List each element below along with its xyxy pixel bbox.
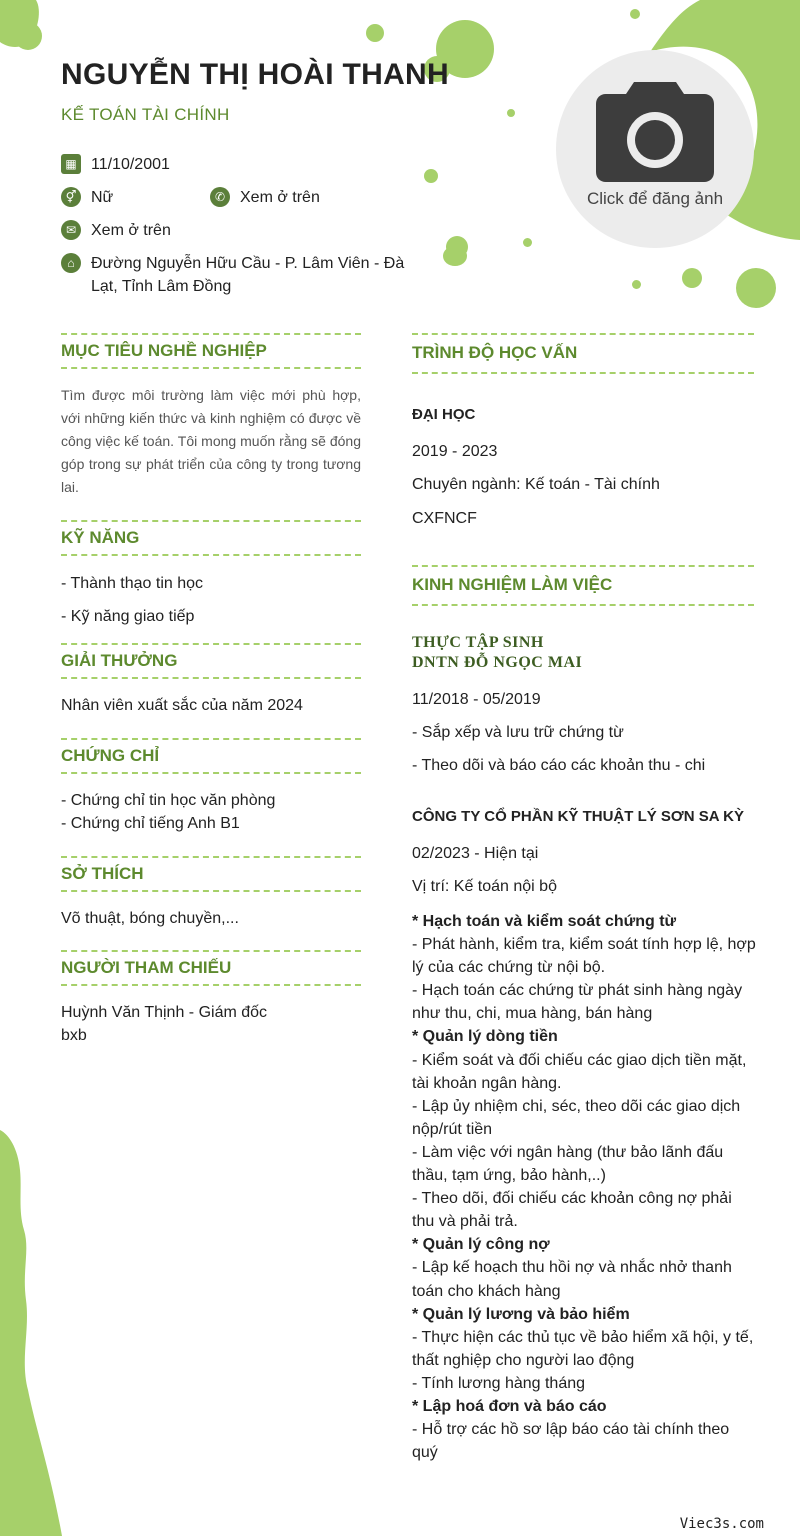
job2-dates: 02/2023 - Hiện tại [412, 845, 539, 862]
deco-dot [632, 280, 641, 289]
email: Xem ở trên [91, 222, 171, 239]
bottom-left-blob [0, 1130, 80, 1536]
phone-row [210, 186, 320, 209]
gender-row [61, 186, 113, 209]
hobbies-heading: SỞ THÍCH [61, 856, 361, 892]
job1-duty: - Sắp xếp và lưu trữ chứng từ [412, 724, 624, 741]
skills-heading: KỸ NĂNG [61, 520, 361, 556]
deco-dot [14, 22, 42, 50]
job1-role: THỰC TẬP SINH [412, 634, 544, 651]
deco-dot [523, 238, 532, 247]
photo-caption: Click để đăng ảnh [586, 189, 724, 208]
calendar-icon: ▦ [61, 154, 81, 174]
detail-item: - Tính lương hàng tháng [412, 1374, 586, 1392]
deco-dot [507, 109, 515, 117]
detail-item: - Theo dõi, đối chiếu các khoản công nợ phải thu và phải trả. [412, 1190, 732, 1231]
reference-name: Huỳnh Văn Thịnh - Giám đốc [61, 1004, 268, 1021]
education-level: ĐẠI HỌC [412, 406, 476, 423]
job2-position: Vị trí: Kế toán nội bộ [412, 878, 557, 895]
skill-item: - Kỹ năng giao tiếp [61, 608, 195, 625]
objective-heading: MỤC TIÊU NGHỀ NGHIỆP [61, 333, 361, 369]
detail-item: - Phát hành, kiểm tra, kiểm soát tính hợp lệ, hợp lý của các chứng từ nội bộ. [412, 936, 756, 977]
detail-item: - Làm việc với ngân hàng (thư bảo lãnh đấu thầu, tạm ứng, bảo hành,..) [412, 1143, 724, 1185]
birthdate: 11/10/2001 [91, 156, 170, 173]
reference-detail: bxb [61, 1027, 87, 1044]
photo-upload[interactable] [556, 50, 754, 248]
address: Đường Nguyễn Hữu Cầu - P. Lâm Viên - Đà Lạt, Tỉnh Lâm Đồng [91, 255, 405, 295]
home-icon: ⌂ [61, 253, 81, 273]
certificate-item: - Chứng chỉ tiếng Anh B1 [61, 815, 240, 832]
camera-icon [596, 78, 714, 182]
certificate-item: - Chứng chỉ tin học văn phòng [61, 792, 276, 809]
deco-dot [424, 169, 438, 183]
deco-dot [736, 268, 776, 308]
detail-item: - Hạch toán các chứng từ phát sinh hàng ngày như thu, chi, mua hàng, bán hàng [412, 982, 743, 1023]
address-row [61, 252, 406, 298]
education-major: Chuyên ngành: Kế toán - Tài chính [412, 476, 660, 493]
candidate-name: NGUYỄN THỊ HOÀI THANH [61, 58, 449, 91]
email-row [61, 219, 171, 242]
objective-text: Tìm được môi trường làm việc mới phù hợp, với những kiến thức và kinh nghiệm có được về công việc kế toán. Tôi mong muốn rằng sẽ đóng góp trong sự phát triển của công ty trong tương lai. [61, 387, 361, 495]
experience-heading: KINH NGHIỆM LÀM VIỆC [412, 565, 754, 606]
job-title: KẾ TOÁN TÀI CHÍNH [61, 105, 230, 124]
job1-title [412, 633, 582, 673]
deco-dot [682, 268, 702, 288]
detail-subheading: * Hạch toán và kiểm soát chứng từ [412, 913, 677, 930]
skill-item: - Thành thạo tin học [61, 575, 204, 592]
job2-company: CÔNG TY CỔ PHẦN KỸ THUẬT LÝ SƠN SA KỲ [412, 808, 744, 825]
education-years: 2019 - 2023 [412, 443, 498, 460]
detail-subheading: * Lập hoá đơn và báo cáo [412, 1397, 607, 1415]
certificates-heading: CHỨNG CHỈ [61, 738, 361, 774]
detail-item: - Kiểm soát và đối chiếu các giao dịch tiền mặt, tài khoản ngân hàng. [412, 1051, 747, 1092]
award-text: Nhân viên xuất sắc của năm 2024 [61, 697, 303, 714]
phone: Xem ở trên [240, 189, 320, 206]
detail-item: - Thực hiện các thủ tục về bảo hiểm xã hội, y tế, thất nghiệp cho người lao động [412, 1328, 754, 1369]
deco-dot [366, 24, 384, 42]
detail-subheading: * Quản lý lương và bảo hiểm [412, 1305, 630, 1323]
phone-icon: ✆ [210, 187, 230, 207]
gender-icon: ⚥ [61, 187, 81, 207]
detail-subheading: * Quản lý công nợ [412, 1236, 550, 1254]
detail-item: - Hỗ trợ các hồ sơ lập báo cáo tài chính theo quý [412, 1421, 730, 1462]
education-school: CXFNCF [412, 510, 477, 527]
job1-dates: 11/2018 - 05/2019 [412, 691, 541, 708]
detail-item: - Lập kế hoạch thu hồi nợ và nhắc nhở thanh toán cho khách hàng [412, 1259, 732, 1300]
gender: Nữ [91, 189, 114, 206]
references-heading: NGƯỜI THAM CHIẾU [61, 950, 361, 986]
job2-details [412, 910, 757, 1464]
detail-subheading: * Quản lý dòng tiền [412, 1028, 558, 1046]
envelope-icon: ✉ [61, 220, 81, 240]
education-heading: TRÌNH ĐỘ HỌC VẤN [412, 333, 754, 374]
deco-dot [630, 9, 640, 19]
detail-item: - Lập ủy nhiệm chi, séc, theo dõi các giao dịch nộp/rút tiền [412, 1097, 741, 1138]
job1-company: DNTN ĐỖ NGỌC MAI [412, 654, 583, 671]
awards-heading: GIẢI THƯỞNG [61, 643, 361, 679]
birthdate-row [61, 153, 170, 176]
hobbies-text: Võ thuật, bóng chuyền,... [61, 910, 239, 927]
watermark: Viec3s.com [679, 1516, 764, 1532]
job1-duty: - Theo dõi và báo cáo các khoản thu - chi [412, 757, 706, 774]
deco-dot [443, 246, 467, 266]
